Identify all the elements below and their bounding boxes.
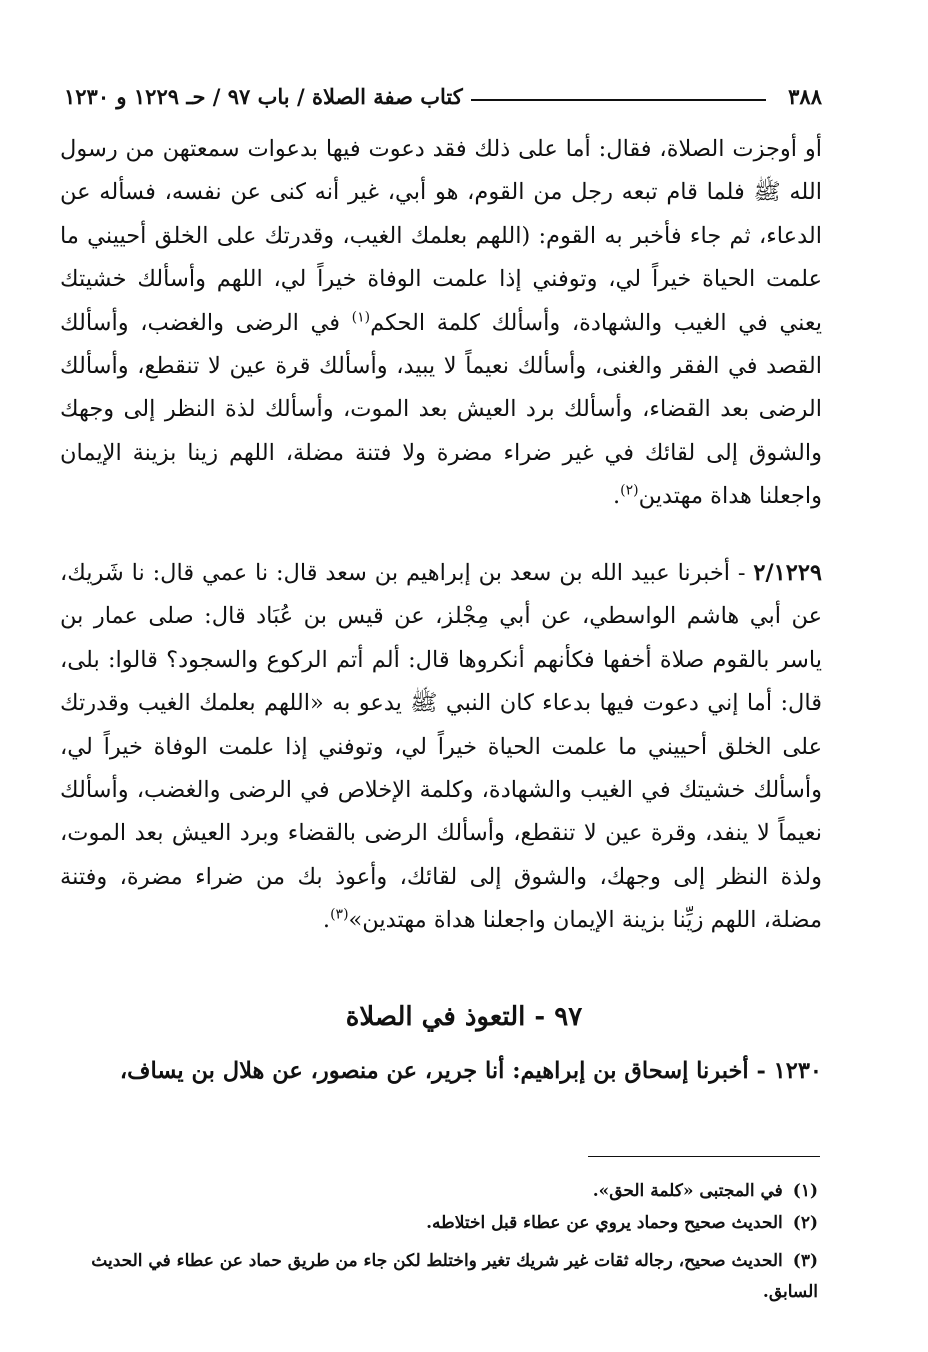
footnote-number: (١) [792,1181,818,1201]
hadith-end: . [322,907,331,934]
intro-text-continued: في الرضى والغضب، وأسألك القصد في الفقر والغنى، وأسألك نعيماً لا يبيد، وأسألك قرة عين لا تنقطع، وأسألك الرضى بعد القضاء، وأسألك برد العيش بعد الموت، وأسألك لذة النظر إلى وجهك والشوق إلى لقائك في غير ضراء مضرة ولا فتنة مضلة، اللهم زينا بزينة الإيمان واجعلنا هداة مهتدين [60,309,822,510]
footnote-1 [60,1176,818,1207]
hadith-1230-paragraph [60,1050,822,1093]
footnote-number: (٢) [792,1213,818,1233]
running-title: كتاب صفة الصلاة / باب ٩٧ / حـ ١٢٢٩ و ١٢٣٠ [64,83,463,109]
header-rule [471,99,766,101]
hadith-1229-paragraph [60,552,822,943]
footnote-mark-2[interactable]: (٢) [620,482,639,499]
footnote-number: (٣) [792,1251,818,1271]
footnote-separator [588,1156,820,1157]
running-header [64,76,822,116]
footnote-mark-3[interactable]: (٣) [330,906,349,923]
hadith-number: ١٢٣٠ [773,1058,822,1084]
footnote-text: الحديث صحيح وحماد يروي عن عطاء قبل اختلاطه. [426,1213,783,1233]
intro-paragraph [60,128,822,519]
section-heading: ٩٧ - التعوذ في الصلاة [345,1002,583,1032]
page-number: ٣٨٨ [788,83,822,109]
intro-end: . [612,483,621,510]
footnote-mark-1[interactable]: (١) [351,309,371,326]
hadith-text: - أخبرنا عبيد الله بن سعد بن إبراهيم بن سعد قال: نا عمي قال: نا شَريك، عن أبي هاشم الواسطي، عن أبي مِجْلز، عن قيس بن عُبَاد قال: صلى عمار بن ياسر بالقوم صلاة أخفها فكأنهم أنكروها قال: ألم أتم الركوع والسجود؟ قالوا: بلى، قال: أما إني دعوت فيها بدعاء كان النبي ﷺ يدعو به «اللهم بعلمك الغيب وقدرتك على الخلق أحييني ما علمت الحياة خيراً لي، وتوفني إذا علمت الوفاة خيراً لي، وأسألك خشيتك في الغيب والشهادة، وكلمة الإخلاص في الرضى والغضب، وأسألك نعيماً لا ينفد، وقرة عين لا تنقطع، وأسألك الرضى بالقضاء وبرد العيش بعد الموت، ولذة النظر إلى وجهك، والشوق إلى لقائك، وأعوذ بك من ضراء مضرة، وفتنة مضلة، اللهم زيِّنا بزينة الإيمان واجعلنا هداة مهتدين» [60,560,822,934]
footnote-3 [60,1246,818,1308]
hadith-number: ٢/١٢٢٩ [753,560,822,586]
footnote-text: في المجتبى «كلمة الحق». [592,1181,783,1201]
hadith-text: - أخبرنا إسحاق بن إبراهيم: أنا جرير، عن منصور، عن هلال بن يساف، [119,1058,774,1084]
intro-text: أو أوجزت الصلاة، فقال: أما على ذلك فقد دعوت فيها بدعوات سمعتهن من رسول الله ﷺ فلما قام تبعه رجل من القوم، هو أبي، غير أنه كنى عن نفسه، فسأله عن الدعاء، ثم جاء فأخبر به القوم: (اللهم بعلمك الغيب، وقدرتك على الخلق أحييني ما علمت الحياة خيراً لي، وتوفني إذا علمت الوفاة خيراً لي، اللهم وأسألك خشيتك يعني في الغيب والشهادة، وأسألك كلمة الحكم [60,136,822,336]
footnote-text: الحديث صحيح، رجاله ثقات غير شريك تغير واختلط لكن جاء من طريق حماد عن عطاء في الحديث السابق. [91,1251,818,1302]
footnote-2 [60,1208,818,1239]
